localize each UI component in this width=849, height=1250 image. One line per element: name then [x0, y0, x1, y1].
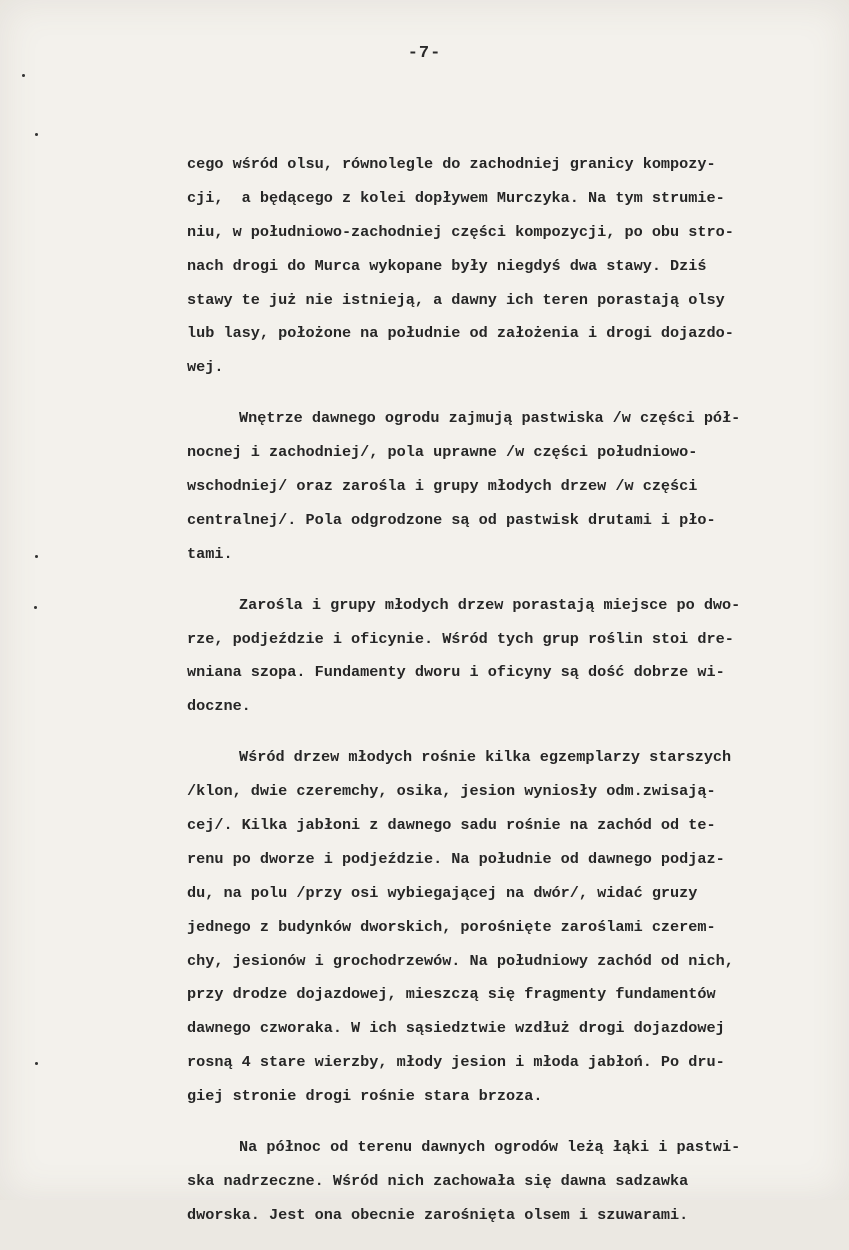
text-line: dworska. Jest ona obecnie zarośnięta olsem i szuwarami. [187, 1205, 689, 1224]
text-line: Zarośla i grupy młodych drzew porastają miejsce po dwo- [239, 595, 741, 614]
margin-mark [22, 74, 25, 77]
paragraph [187, 1131, 827, 1233]
text-line: tami. [187, 544, 233, 563]
text-line: rosną 4 stare wierzby, młody jesion i młoda jabłoń. Po dru- [187, 1053, 725, 1072]
text-line: wej. [187, 358, 224, 377]
text-line: stawy te już nie istnieją, a dawny ich teren porastają olsy [187, 290, 725, 309]
paragraph [187, 589, 827, 725]
paragraph [187, 741, 827, 1114]
text-line: /klon, dwie czeremchy, osika, jesion wyniosły odm.zwisają- [187, 782, 716, 801]
text-line: Na północ od terenu dawnych ogrodów leżą łąki i pastwi- [239, 1138, 741, 1157]
text-line: doczne. [187, 697, 251, 716]
paragraph [187, 148, 827, 385]
text-line: cji, a będącego z kolei dopływem Murczyka. Na tym strumie- [187, 188, 725, 207]
body-text [187, 148, 827, 1250]
text-line: centralnej/. Pola odgrodzone są od pastwisk drutami i pło- [187, 510, 716, 529]
text-line: Wnętrze dawnego ogrodu zajmują pastwiska /w części pół- [239, 409, 741, 428]
text-line: przy drodze dojazdowej, mieszczą się fragmenty fundamentów [187, 985, 716, 1004]
text-line: renu po dworze i podjeździe. Na południe od dawnego podjaz- [187, 849, 725, 868]
text-line: cej/. Kilka jabłoni z dawnego sadu rośnie na zachód od te- [187, 816, 716, 835]
text-line: lub lasy, położone na południe od założenia i drogi dojazdo- [187, 324, 734, 343]
margin-mark [34, 606, 37, 609]
text-line: wniana szopa. Fundamenty dworu i oficyny są dość dobrze wi- [187, 663, 725, 682]
paragraph [187, 402, 827, 571]
page-number: -7- [407, 44, 442, 63]
margin-mark [35, 1062, 38, 1065]
text-line: dawnego czworaka. W ich sąsiedztwie wzdłuż drogi dojazdowej [187, 1019, 725, 1038]
text-line: Wśród drzew młodych rośnie kilka egzemplarzy starszych [239, 748, 732, 767]
text-line: niu, w południowo-zachodniej części kompozycji, po obu stro- [187, 222, 734, 241]
margin-mark [35, 555, 38, 558]
text-line: nocnej i zachodniej/, pola uprawne /w części południowo- [187, 443, 698, 462]
margin-mark [35, 133, 38, 136]
text-line: cego wśród olsu, równolegle do zachodniej granicy kompozy- [187, 155, 716, 173]
text-line: giej stronie drogi rośnie stara brzoza. [187, 1087, 543, 1106]
text-line: jednego z budynków dworskich, porośnięte zaroślami czerem- [187, 917, 716, 936]
text-line: chy, jesionów i grochodrzewów. Na południowy zachód od nich, [187, 951, 734, 970]
text-line: du, na polu /przy osi wybiegającej na dwór/, widać gruzy [187, 883, 698, 902]
text-line: wschodniej/ oraz zarośla i grupy młodych drzew /w części [187, 477, 698, 496]
text-line: rze, podjeździe i oficynie. Wśród tych grup roślin stoi dre- [187, 629, 734, 648]
text-line: nach drogi do Murca wykopane były niegdyś dwa stawy. Dziś [187, 256, 707, 275]
text-line: ska nadrzeczne. Wśród nich zachowała się dawna sadzawka [187, 1171, 689, 1190]
